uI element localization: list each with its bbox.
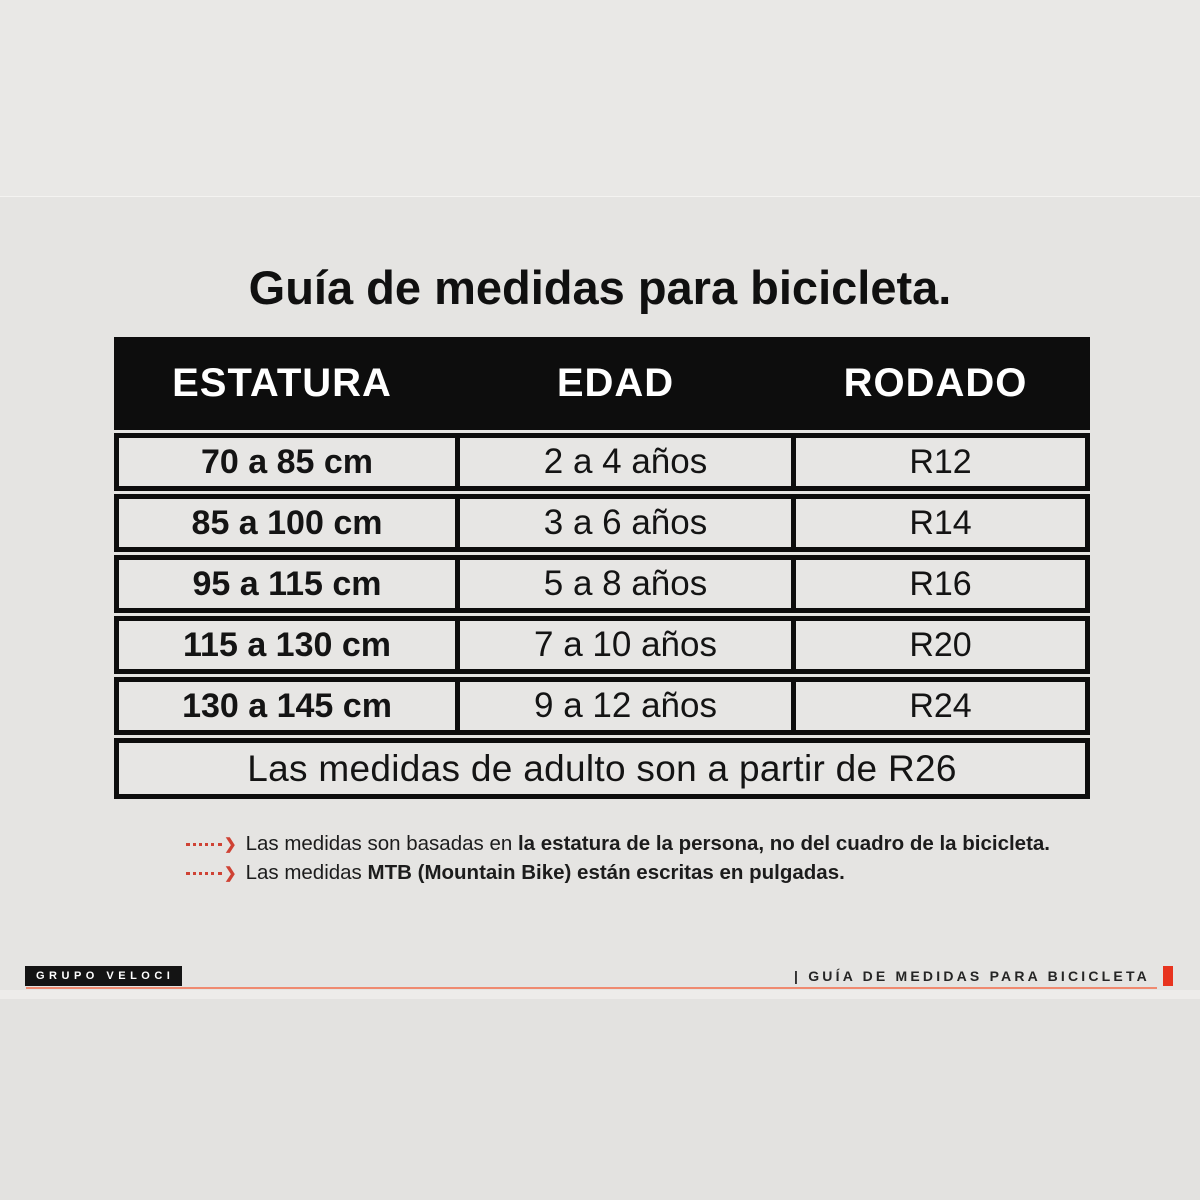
cell-estatura: 95 a 115 cm	[192, 564, 382, 603]
page-title: Guía de medidas para bicicleta.	[248, 261, 952, 314]
note-text	[246, 861, 845, 885]
cell-edad: 9 a 12 años	[455, 682, 791, 730]
cell-rodado: R12	[791, 438, 1085, 486]
footer-caption	[794, 966, 1173, 986]
table-header-row	[114, 337, 1090, 430]
cell-rodado: R16	[791, 560, 1085, 608]
adult-note-text: Las medidas de adulto son a partir de R26	[247, 747, 957, 789]
cell-estatura: 85 a 100 cm	[191, 503, 383, 542]
table-row	[114, 494, 1090, 552]
cell-estatura: 115 a 130 cm	[183, 625, 391, 664]
table-row	[114, 677, 1090, 735]
brand-badge: GRUPO VELOCI	[25, 966, 182, 986]
adult-note-row	[114, 738, 1090, 799]
cell-edad: 2 a 4 años	[455, 438, 791, 486]
table-row	[114, 555, 1090, 613]
table-row	[114, 616, 1090, 674]
cell-rodado: R14	[791, 499, 1085, 547]
dotted-leader-line	[186, 843, 222, 846]
header-cell-estatura: ESTATURA	[172, 361, 392, 405]
table-row	[114, 433, 1090, 491]
note-text-regular: Las medidas	[245, 861, 368, 884]
cell-estatura: 70 a 85 cm	[200, 442, 374, 481]
note-text-regular: Las medidas son basadas en	[245, 832, 518, 855]
footer-divider-line	[26, 987, 1157, 989]
footer-caption-text: | GUÍA DE MEDIDAS PARA BICICLETA	[794, 968, 1150, 984]
bottom-band	[0, 999, 1200, 1200]
note-text-bold: MTB (Mountain Bike) están escritas en pulgadas.	[367, 861, 845, 884]
note-item	[186, 861, 1050, 885]
dotted-leader-line	[186, 872, 222, 875]
note-item	[186, 832, 1050, 856]
cell-rodado: R20	[791, 621, 1085, 669]
header-cell-rodado: RODADO	[843, 361, 1028, 405]
size-guide-table	[114, 337, 1090, 799]
note-text-bold: la estatura de la persona, no del cuadro de la bicicleta.	[517, 832, 1051, 855]
note-arrow-icon: ❯	[224, 835, 237, 853]
cell-edad: 3 a 6 años	[455, 499, 791, 547]
top-band	[0, 0, 1200, 197]
bottom-light-strip	[0, 990, 1200, 999]
notes-section	[186, 832, 1050, 890]
cell-estatura: 130 a 145 cm	[182, 686, 392, 725]
note-text	[246, 832, 1050, 856]
cell-rodado: R24	[791, 682, 1085, 730]
header-cell-edad: EDAD	[556, 361, 675, 405]
note-arrow-icon: ❯	[224, 864, 237, 882]
red-accent-bar	[1163, 966, 1173, 986]
cell-edad: 5 a 8 años	[455, 560, 791, 608]
cell-edad: 7 a 10 años	[455, 621, 791, 669]
